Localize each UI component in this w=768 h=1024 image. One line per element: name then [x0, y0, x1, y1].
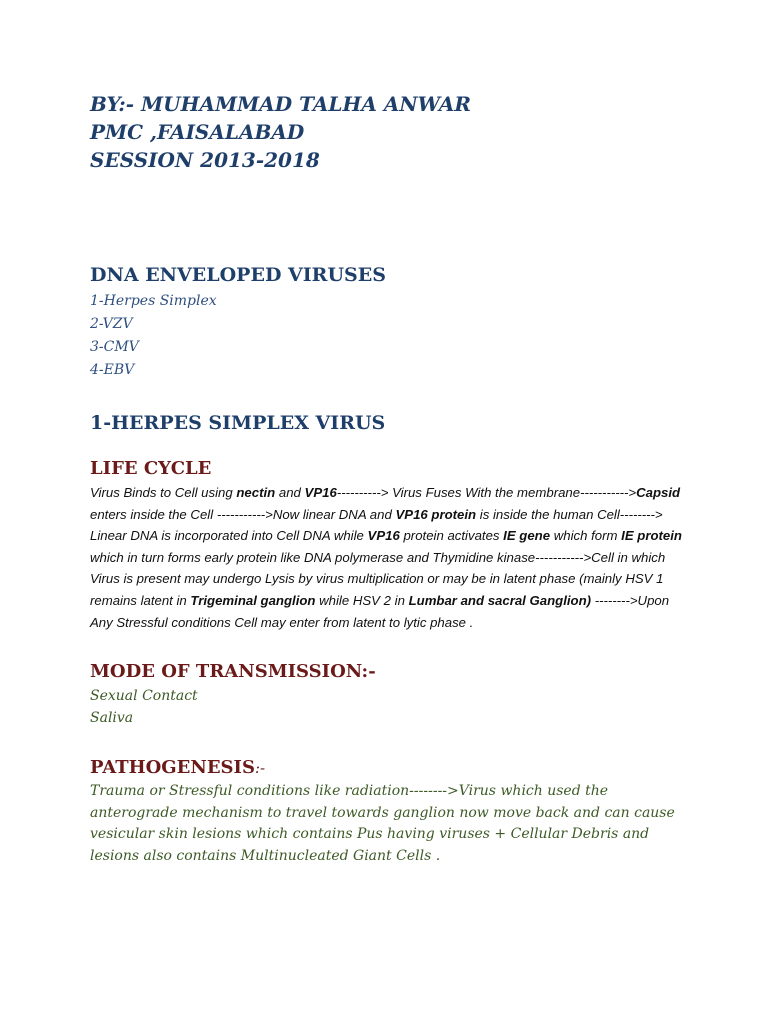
life-cycle-section	[90, 456, 688, 633]
life-cycle-keyword: IE gene	[503, 528, 551, 544]
transmission-section	[90, 659, 688, 729]
life-cycle-keyword: Capsid	[636, 485, 681, 500]
life-cycle-text: Virus Binds to Cell using	[90, 485, 237, 500]
life-cycle-text: and	[275, 485, 305, 500]
dna-enveloped-section	[90, 262, 688, 382]
life-cycle-text: -------->Upon Any Stressful conditions Cell may enter from latent to lytic phase .	[90, 592, 670, 630]
life-cycle-text: ----------> Virus Fuses With the membrane----------->	[336, 485, 637, 500]
pathogenesis-paragraph: Trauma or Stressful conditions like radiation-------->Virus which used the anterograde mechanism to travel towards ganglion now move back and can cause vesicular skin lesions which contains Pus having viruses + Cellular Debris and lesions also contains Multinucleated Giant Cells .	[90, 783, 675, 864]
life-cycle-text: which form	[550, 528, 622, 544]
life-cycle-keyword: IE protein	[621, 528, 682, 544]
author-header	[90, 90, 688, 174]
pathogenesis-title	[90, 755, 688, 781]
life-cycle-keyword: VP16	[304, 485, 337, 500]
session-line: SESSION 2013-2018	[90, 148, 320, 172]
life-cycle-keyword: Trigeminal ganglion	[190, 592, 316, 608]
life-cycle-keyword: nectin	[236, 485, 276, 500]
transmission-item: Saliva	[90, 710, 134, 727]
life-cycle-keyword: Lumbar and sacral Ganglion)	[408, 592, 592, 608]
author-line: BY:- MUHAMMAD TALHA ANWAR	[90, 92, 471, 116]
life-cycle-text: which in turn forms early protein like DNA polymerase and Thymidine kinase----------->Cell in which Virus is present may undergo Lysis by virus multiplication or may be in latent phase (mainly HSV 1 remains latent in	[90, 549, 666, 608]
life-cycle-keyword: VP16	[367, 528, 400, 544]
life-cycle-keyword: VP16 protein	[395, 506, 477, 522]
life-cycle-text: protein activates	[399, 528, 504, 544]
life-cycle-paragraph	[90, 482, 688, 633]
virus-list-item: 4-EBV	[90, 362, 135, 378]
life-cycle-text: enters inside the Cell ----------->Now linear DNA and	[90, 506, 396, 522]
virus-list-item: 1-Herpes Simplex	[90, 293, 217, 309]
pathogenesis-title-suffix: :-	[254, 759, 266, 778]
life-cycle-text: while HSV 2 in	[315, 592, 409, 608]
transmission-title: MODE OF TRANSMISSION:-	[90, 661, 376, 683]
pathogenesis-section	[90, 755, 688, 867]
life-cycle-text: is inside the human Cell--------> Linear DNA is incorporated into Cell DNA while	[90, 506, 663, 544]
virus-list-item: 2-VZV	[90, 316, 133, 332]
institution-line: PMC ,FAISALABAD	[90, 120, 305, 144]
life-cycle-title: LIFE CYCLE	[90, 458, 212, 479]
dna-section-title: DNA ENVELOPED VIRUSES	[90, 264, 386, 286]
transmission-item: Sexual Contact	[90, 688, 198, 705]
transmission-list	[90, 685, 688, 729]
pathogenesis-title-text: PATHOGENESIS	[90, 757, 255, 779]
hsv-section-title: 1-HERPES SIMPLEX VIRUS	[90, 412, 386, 434]
virus-list-item: 3-CMV	[90, 339, 139, 355]
virus-list	[90, 290, 688, 382]
